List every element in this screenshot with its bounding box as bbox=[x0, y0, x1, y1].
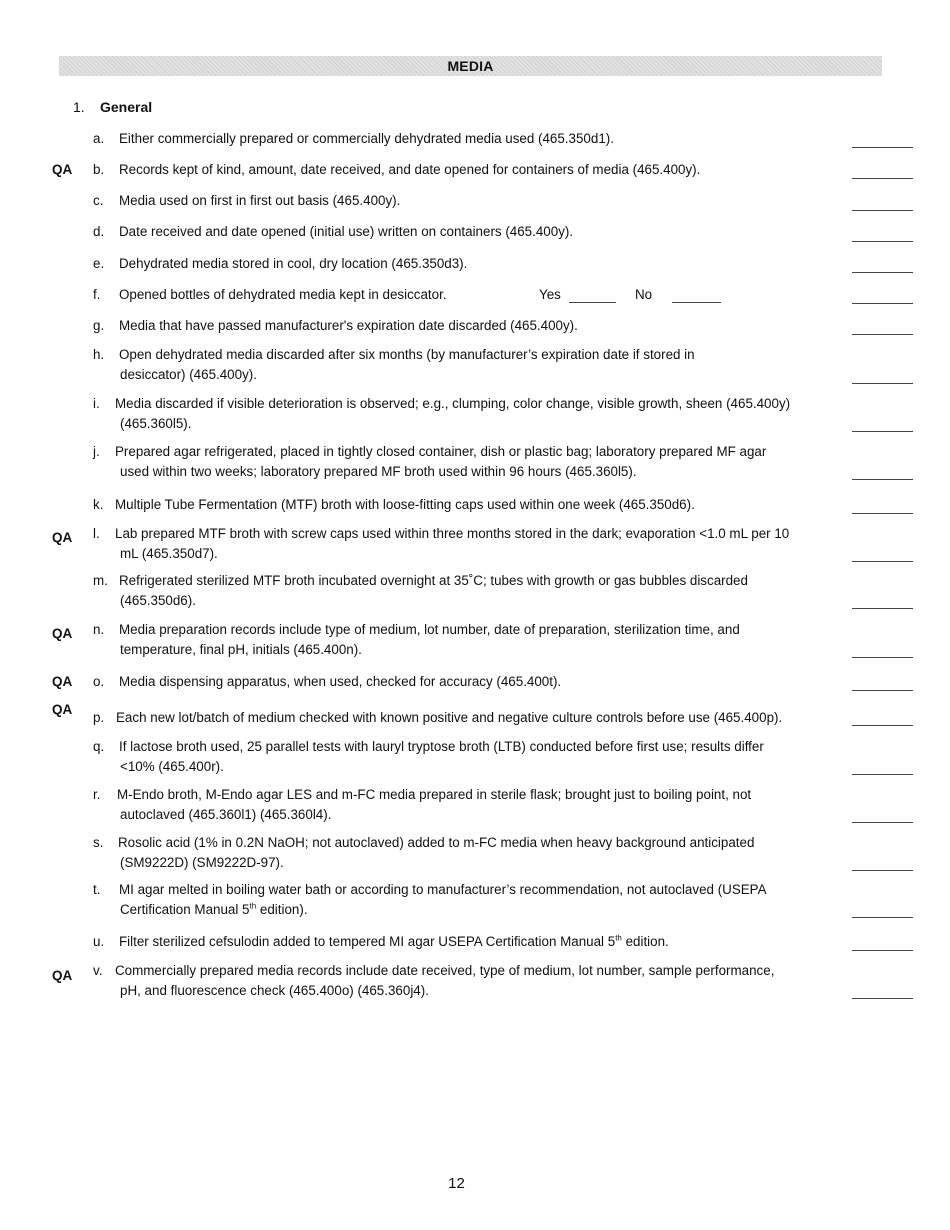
item-text-line-1: Open dehydrated media discarded after six months (by manufacturer’s expiration date if stored in bbox=[119, 347, 695, 362]
item-text-line-2: temperature, final pH, initials (465.400n). bbox=[120, 641, 362, 657]
answer-blank-a[interactable] bbox=[852, 147, 913, 148]
item-text-line-2: pH, and fluorescence check (465.400o) (465.360j4). bbox=[120, 982, 429, 998]
answer-blank-j[interactable] bbox=[852, 479, 913, 480]
item-letter: h. bbox=[93, 347, 105, 362]
checklist-item-r bbox=[93, 785, 843, 824]
item-text-line-1: Refrigerated sterilized MTF broth incubated overnight at 35˚C; tubes with growth or gas bubbles discarded bbox=[119, 573, 748, 588]
checklist-item-j bbox=[93, 442, 843, 481]
item-letter: i. bbox=[93, 396, 100, 411]
checklist-item-l bbox=[93, 524, 843, 563]
item-letter: d. bbox=[93, 224, 105, 239]
item-letter: n. bbox=[93, 622, 105, 637]
item-letter: e. bbox=[93, 256, 105, 271]
item-text-line-1: Rosolic acid (1% in 0.2N NaOH; not autoclaved) added to m-FC media when heavy background anticipated bbox=[118, 835, 755, 850]
item-text-line-1: Lab prepared MTF broth with screw caps used within three months stored in the dark; evaporation <1.0 mL per 10 bbox=[115, 526, 790, 541]
item-letter: t. bbox=[93, 882, 101, 897]
answer-blank-m[interactable] bbox=[852, 608, 913, 609]
checklist-item-b bbox=[93, 160, 843, 180]
item-text-line-2: <10% (465.400r). bbox=[120, 758, 224, 774]
yes-blank[interactable] bbox=[569, 302, 616, 303]
checklist-item-u bbox=[93, 932, 843, 952]
item-letter: r. bbox=[93, 787, 101, 802]
item-text-line-1: Commercially prepared media records include date received, type of medium, lot number, sample performance, bbox=[115, 963, 775, 978]
item-text-line-1: Media preparation records include type of medium, lot number, date of preparation, sterilization time, and bbox=[119, 622, 740, 637]
checklist-item-g bbox=[93, 316, 843, 336]
answer-blank-s[interactable] bbox=[852, 870, 913, 871]
checklist-item-i bbox=[93, 394, 843, 433]
item-letter: j. bbox=[93, 444, 100, 459]
section-number: 1. bbox=[73, 99, 85, 115]
checklist-item-v bbox=[93, 961, 843, 1000]
section-banner bbox=[59, 56, 882, 76]
checklist-item-m bbox=[93, 571, 843, 610]
qa-marker-l: QA bbox=[52, 530, 73, 545]
item-text-line-2: (465.350d6). bbox=[120, 592, 196, 608]
checklist-item-o bbox=[93, 672, 843, 692]
item-text-line-2: mL (465.350d7). bbox=[120, 545, 218, 561]
item-text-line-1: MI agar melted in boiling water bath or according to manufacturer’s recommendation, not autoclaved (USEPA bbox=[119, 882, 767, 897]
item-text-line-1: Prepared agar refrigerated, placed in tightly closed container, dish or plastic bag; laboratory prepared MF agar bbox=[115, 444, 767, 459]
checklist-item-e bbox=[93, 254, 843, 274]
answer-blank-q[interactable] bbox=[852, 774, 913, 775]
answer-blank-k[interactable] bbox=[852, 513, 913, 514]
answer-blank-b[interactable] bbox=[852, 178, 913, 179]
no-blank[interactable] bbox=[672, 302, 721, 303]
section-heading bbox=[73, 99, 152, 115]
answer-blank-g[interactable] bbox=[852, 334, 913, 335]
checklist-item-s bbox=[93, 833, 843, 872]
item-text-b: edition. bbox=[621, 934, 669, 949]
item-text-line-1: Media discarded if visible deterioration is observed; e.g., clumping, color change, visible growth, sheen (465.400y) bbox=[115, 396, 791, 411]
item-letter: s. bbox=[93, 835, 104, 850]
page-title: MEDIA bbox=[447, 58, 494, 74]
section-title: General bbox=[100, 99, 153, 115]
superscript: th bbox=[249, 901, 257, 911]
answer-blank-f[interactable] bbox=[852, 303, 913, 304]
item-letter: o. bbox=[93, 674, 105, 689]
answer-blank-u[interactable] bbox=[852, 950, 913, 951]
checklist-item-d bbox=[93, 222, 843, 242]
answer-blank-h[interactable] bbox=[852, 383, 913, 384]
checklist-item-n bbox=[93, 620, 843, 659]
answer-blank-i[interactable] bbox=[852, 431, 913, 432]
qa-marker-o: QA bbox=[52, 674, 73, 689]
item-text: Opened bottles of dehydrated media kept in desiccator. bbox=[119, 287, 447, 302]
item-letter: v. bbox=[93, 963, 103, 978]
yes-label: Yes bbox=[539, 287, 561, 302]
qa-marker-n: QA bbox=[52, 626, 73, 641]
item-letter: f. bbox=[93, 287, 101, 302]
item-letter: c. bbox=[93, 193, 104, 208]
item-text: Multiple Tube Fermentation (MTF) broth with loose-fitting caps used within one week (465.350d6). bbox=[115, 497, 695, 512]
item-letter: a. bbox=[93, 131, 105, 146]
answer-blank-n[interactable] bbox=[852, 657, 913, 658]
item-text-a: Filter sterilized cefsulodin added to tempered MI agar USEPA Certification Manual 5 bbox=[119, 934, 616, 949]
no-label: No bbox=[635, 287, 653, 302]
item-letter: m. bbox=[93, 573, 108, 588]
answer-blank-e[interactable] bbox=[852, 272, 913, 273]
item-letter: q. bbox=[93, 739, 105, 754]
item-text-line-1: M-Endo broth, M-Endo agar LES and m-FC media prepared in sterile flask; brought just to boiling point, not bbox=[117, 787, 752, 802]
checklist-item-f bbox=[93, 285, 843, 305]
qa-marker-p: QA bbox=[52, 702, 73, 717]
answer-blank-l[interactable] bbox=[852, 561, 913, 562]
item-text: Media that have passed manufacturer's expiration date discarded (465.400y). bbox=[119, 318, 578, 333]
item-text-line-2: (SM9222D) (SM9222D-97). bbox=[120, 854, 284, 870]
item-text-line-2a: Certification Manual 5 bbox=[120, 901, 250, 917]
item-text: Each new lot/batch of medium checked with known positive and negative culture controls before use (465.400p). bbox=[116, 710, 783, 725]
answer-blank-d[interactable] bbox=[852, 241, 913, 242]
answer-blank-o[interactable] bbox=[852, 690, 913, 691]
checklist-item-c bbox=[93, 191, 843, 211]
item-letter: u. bbox=[93, 934, 105, 949]
checklist-item-p bbox=[93, 708, 843, 728]
checklist-item-k bbox=[93, 495, 843, 515]
item-text-line-2: (465.360l5). bbox=[120, 415, 192, 431]
item-text-line-2: used within two weeks; laboratory prepared MF broth used within 96 hours (465.360l5). bbox=[120, 463, 637, 479]
item-letter: b. bbox=[93, 162, 105, 177]
item-text: Date received and date opened (initial use) written on containers (465.400y). bbox=[119, 224, 574, 239]
item-text: Media dispensing apparatus, when used, checked for accuracy (465.400t). bbox=[119, 674, 562, 689]
answer-blank-v[interactable] bbox=[852, 998, 913, 999]
answer-blank-c[interactable] bbox=[852, 210, 913, 211]
item-letter: p. bbox=[93, 710, 105, 725]
item-letter: g. bbox=[93, 318, 105, 333]
item-letter: k. bbox=[93, 497, 104, 512]
item-text: Records kept of kind, amount, date received, and date opened for containers of media (465.400y). bbox=[119, 162, 701, 177]
answer-blank-t[interactable] bbox=[852, 917, 913, 918]
item-text: Media used on first in first out basis (465.400y). bbox=[119, 193, 401, 208]
item-text: Either commercially prepared or commercially dehydrated media used (465.350d1). bbox=[119, 131, 614, 146]
item-text-line-2: desiccator) (465.400y). bbox=[120, 366, 257, 382]
item-text: Dehydrated media stored in cool, dry location (465.350d3). bbox=[119, 256, 468, 271]
item-letter: l. bbox=[93, 526, 100, 541]
item-text-line-2b: edition). bbox=[256, 901, 308, 917]
checklist-item-h bbox=[93, 345, 843, 384]
qa-marker-v: QA bbox=[52, 968, 73, 983]
answer-blank-r[interactable] bbox=[852, 822, 913, 823]
checklist-item-a bbox=[93, 129, 843, 149]
answer-blank-p[interactable] bbox=[852, 725, 913, 726]
checklist-item-t bbox=[93, 880, 843, 919]
qa-marker-b: QA bbox=[52, 162, 73, 177]
item-text-line-1: If lactose broth used, 25 parallel tests with lauryl tryptose broth (LTB) conducted before first use; results differ bbox=[119, 739, 764, 754]
item-text-line-2: autoclaved (465.360l1) (465.360l4). bbox=[120, 806, 332, 822]
page-number: 12 bbox=[448, 1175, 465, 1192]
superscript: th bbox=[615, 933, 622, 943]
checklist-item-q bbox=[93, 737, 843, 776]
